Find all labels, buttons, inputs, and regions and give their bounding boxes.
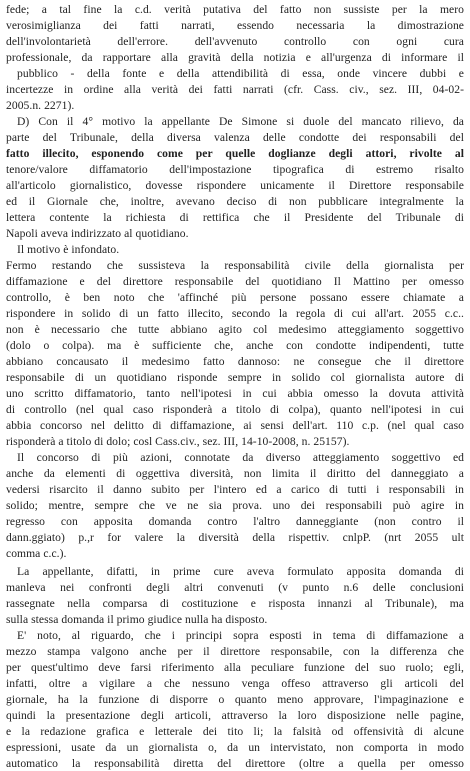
text-line: tenore/valore diffamatorio dell'impostazione tipografica di estremo risalto <box>6 163 464 176</box>
text-line: rassegnate nella comparsa di costituzione e risposta innanzi al Tribunale), ma <box>6 597 464 610</box>
text-line: giornale, ha la funzione di disporre o quanto meno approvare, l'impaginazione e <box>6 693 464 706</box>
text-line: abbiano concausato il medesimo fatto dannoso: ne consegue che il direttore <box>6 355 464 368</box>
text-line: Napoli aveva indirizzato al quotidiano. <box>6 227 189 240</box>
text-line: pubblico - della fonte e della attendibilità di essa, onde vincere dubbi e <box>17 67 464 80</box>
text-line: rispondere in solido di un fatto illecito, secondo la regola di cui all'art. 2055 c.c.. <box>6 307 464 320</box>
paragraph-start-line: E' noto, al riguardo, che i principi sopra esposti in tema di diffamazione a <box>17 629 464 642</box>
text-line: fede; a tal fine la c.d. verità putativa del fatto non sussiste per la mero <box>6 3 464 16</box>
text-line: solido; mentre, sempre che ve ne sia prova. uno dei responsabili può agire in <box>6 499 464 512</box>
text-line: incertezze in ordine alla verità dei fatti narrati (cfr. Cass. civ., sez. III, 04-02- <box>6 83 464 96</box>
text-line: vedersi risarcito il danno subito per l'intero ed a carico di tutti i responsabili in <box>6 483 464 496</box>
text-line: per quest'ultimo deve farsi riferimento alla peculiare funzione del suo ruolo; egli, <box>6 661 464 674</box>
text-line: verosimiglianza dei fatti narrati, essendo necessaria la dimostrazione <box>6 19 464 32</box>
text-line: automatico la responsabilità diretta del direttore (oltre a quella per omesso <box>6 757 464 770</box>
text-line: uno scritto diffamatorio, tanto nell'ipotesi in cui abbia omesso la dovuta attività <box>6 387 464 400</box>
text-line: dann.ggiato) p.,r for valere la diversità della rispettiv. cnlpP. (nrt 2055 ult <box>6 531 464 544</box>
text-line: manleva nei confronti degli altri convenuti (v punto n.6 delle conclusioni <box>6 581 464 594</box>
text-line: parte del Tribunale, della diversa valenza delle condotte dei responsabili del <box>6 131 464 144</box>
text-line: (dolo o colpa). ma è sufficiente che, anche con condotte indipendenti, tutte <box>6 339 464 352</box>
text-line: comma c.c.). <box>6 547 67 560</box>
text-line: dell'involontarietà dell'errore. dell'avvenuto controllo con ogni cura <box>6 35 464 48</box>
text-line: diffamazione e del direttore responsabile del quotidiano Il Mattino per omesso <box>6 275 464 288</box>
text-line: regresso con apposita domanda contro l'altro danneggiante (non contro il <box>6 515 464 528</box>
text-line: anche da elementi di oggettiva diversità, non limita il diritto del danneggiato a <box>6 467 464 480</box>
text-line: quindi la presentazione degli articoli, attraverso la loro disposizione nelle pagine, <box>6 709 464 722</box>
text-line: non è necessario che tutte abbiano agito col medesimo atteggiamento soggettivo <box>6 323 464 336</box>
text-line: lettera contente la richiesta di rettifica che il Presidente del Tribunale di <box>6 211 464 224</box>
text-line: risponderà a titolo di dolo; cosl Cass.civ., sez. III, 14-10-2008, n. 25157). <box>6 435 350 448</box>
text-line: fatto illecito, esponendo come per quelle doglianze degli attori, rivolte al <box>6 147 464 160</box>
text-line: abbia concorso nel delitto di diffamazione, ai sensi dell'art. 110 c.p. (nel qual caso <box>6 419 464 432</box>
text-line: professionale, da rapportare alla gravità della notizia e all'urgenza di informare il <box>6 51 464 64</box>
text-line: ed il Giornale che, inoltre, avevano deciso di non pubblicare integralmente la <box>6 195 464 208</box>
text-line: responsabile di un quotidiano risponde sempre in solido col giornalista autore di <box>6 371 464 384</box>
paragraph-start-line: Fermo restando che sussisteva la responsabilità civile della giornalista per <box>6 259 464 272</box>
text-line: mezzo stampa valgono anche per il direttore responsabile, con la differenza che <box>6 645 464 658</box>
text-line: di controllo (nel qual caso risponderà a titolo di colpa), quanto nell'ipotesi in cui <box>6 403 464 416</box>
paragraph-start-line: Il motivo è infondato. <box>17 243 120 256</box>
text-line: infatti, oltre a vigilare a che nessuno venga offeso attraverso gli articoli del <box>6 677 464 690</box>
paragraph-start-line: Il concorso di più azioni, connotate da diverso atteggiamento soggettivo ed <box>17 451 464 464</box>
paragraph-start-line: D) Con il 4° motivo la appellante De Simone si duole del mancato rilievo, da <box>17 115 464 128</box>
text-line: espressioni, usate da un giornalista o, da un intervistato, non comporta in modo <box>6 741 464 754</box>
text-line: controllo, è ben noto che 'affinché più persone possano essere chiamate a <box>6 291 464 304</box>
text-line: all'articolo giornalistico, dovesse rispondere unicamente il Direttore responsabile <box>6 179 464 192</box>
text-line: 2005.n. 2271). <box>6 99 75 112</box>
text-line: e la redazione grafica e letterale dei tito li; la falsità od offensività di alcune <box>6 725 464 738</box>
text-line: sulla stessa domanda il primo giudice nulla ha disposto. <box>6 613 268 626</box>
paragraph-start-line: La appellante, difatti, in prime cure aveva formulato apposita domanda di <box>17 565 464 578</box>
